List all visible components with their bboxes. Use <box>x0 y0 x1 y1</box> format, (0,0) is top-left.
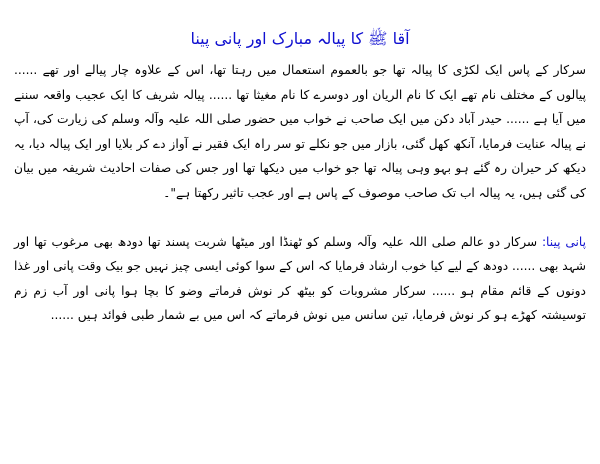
document-title: آقا ﷺ کا پیالہ مبارک اور پانی پینا <box>190 29 410 48</box>
paragraph-drinking-water-text: سرکار دو عالم صلی اللہ علیہ وآلہ وسلم کو ٹھنڈا اور میٹھا شربت پسند تھا دودھ بھی مرغوب تھا اور شہد بھی ...... دودھ کے لیے کیا خوب ارشاد فرمایا کہ اس کے سوا کوئی ایسی چیز نہیں جو بیک وقت پانی اور غذا دونوں کے قائم مقام ہو ...... سرکار مشروبات کو بیٹھ کر نوش فرماتے وضو کا بچا ہوا پانی اور آب زم زم توسیشتہ کھڑے ہو کر نوش فرمایا، تین سانس میں نوش فرماتے کہ اس میں بے شمار طبی فوائد ہیں ...... <box>14 234 586 323</box>
paragraph-cup: سرکار کے پاس ایک لکڑی کا پیالہ تھا جو بالعموم استعمال میں رہتا تھا، اس کے علاوہ چار پیالے اور تھے ...... پیالوں کے مختلف نام تھے ایک کا نام الریان اور دوسرے کا نام مغیثا تھا ...... پیالہ شریف کا ایک عجیب واقعہ سننے میں آیا ہے ...... حیدر آباد دکن میں ایک صاحب نے خواب میں حضور صلی اللہ علیہ وآلہ وسلم کی زیارت کی، آپ نے پیالہ عنایت فرمایا، آنکھ کھل گئی، بازار میں جو نکلے تو سر راہ ایک فقیر نے آواز دے کر بلایا اور ایک پیالہ دیا، یہ دیکھ کر حیران رہ گئے ہو بہو وہی پیالہ تھا جو خواب میں دیکھا تھا اور جس کی صفات احادیث شریفہ میں بیان کی گئی ہیں، یہ پیالہ اب تک صاحب موصوف کے پاس ہے اور عجب تاثیر رکھتا ہے"۔ <box>14 63 586 200</box>
paragraph-drinking-water <box>14 230 586 328</box>
paragraph-spacer <box>14 206 586 230</box>
section-lead-label: پانی پینا: <box>541 234 586 249</box>
